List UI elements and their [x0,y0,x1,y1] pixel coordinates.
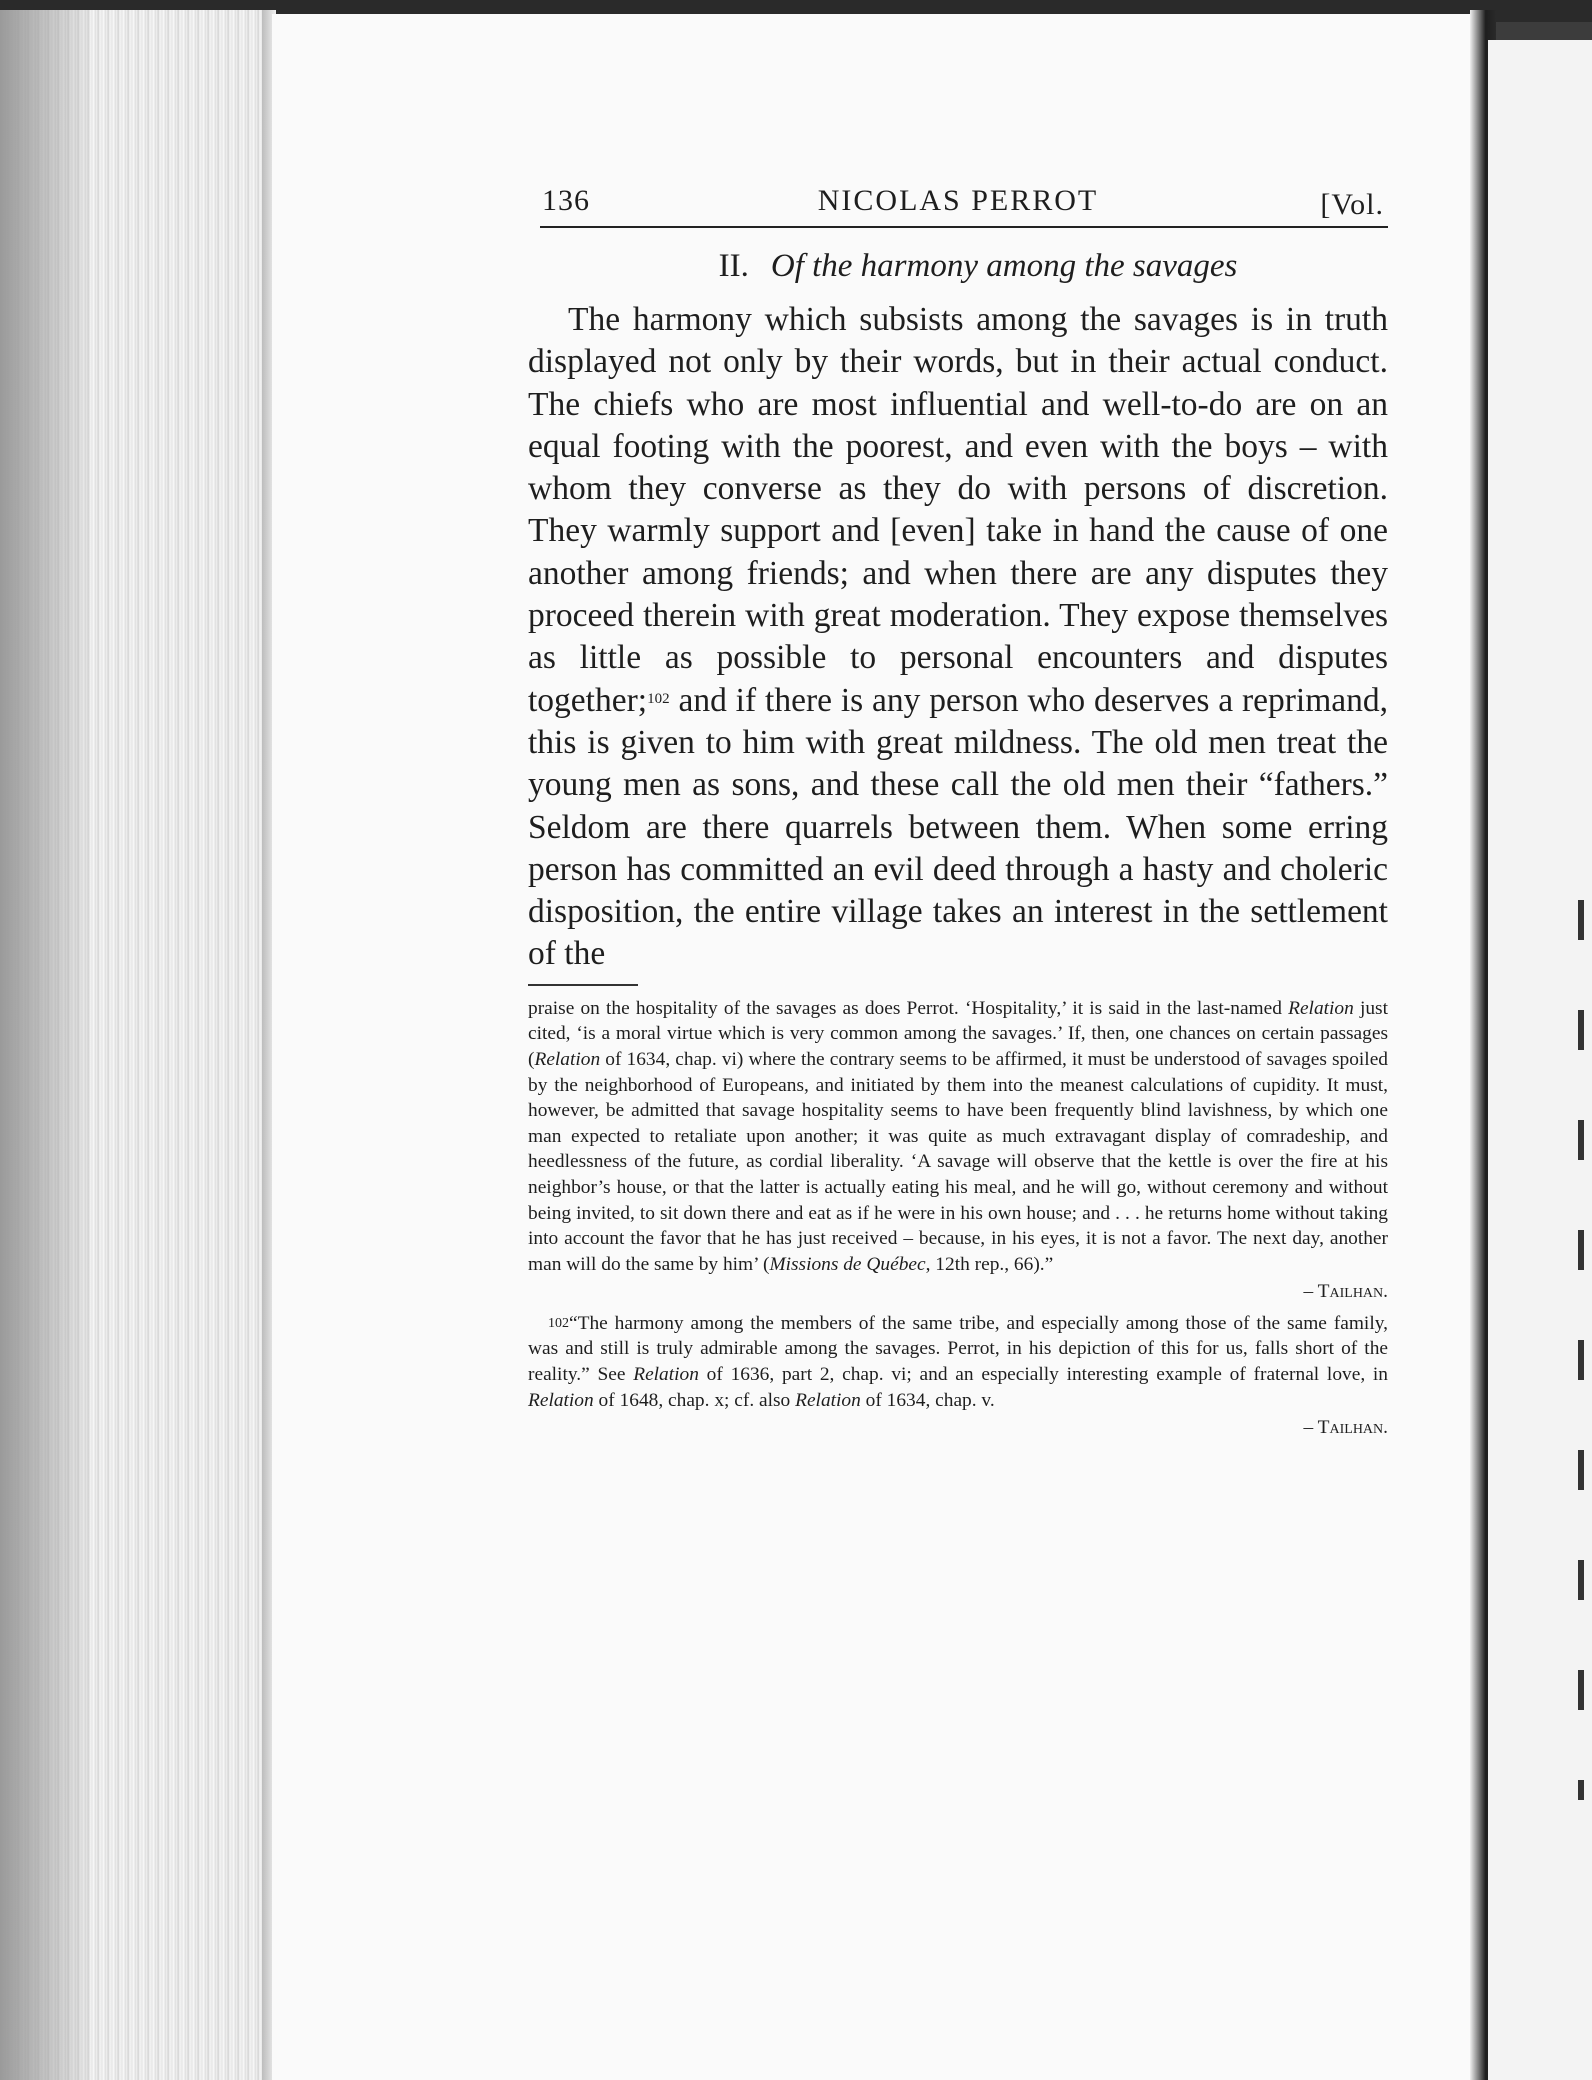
note-text: of 1636, part 2, chap. vi; and an especially interesting example of fraternal love, in [698,1364,1388,1386]
note-text: praise on the hospitality of the savages as does Perrot. ‘Hospitality,’ it is said in the last-named [528,997,1289,1019]
footnote-rule [528,984,638,986]
section-number: II. [718,248,749,284]
volume-label: [Vol. [1320,188,1384,221]
section-heading [568,248,1388,285]
footnote-signature: – Tailhan. [1303,1281,1388,1303]
page-content [528,180,1388,1447]
note-italic: Relation [528,1389,594,1411]
note-italic: Missions de Québec [769,1253,926,1275]
footnote-continued [528,996,1388,1278]
body-text-part1: The harmony which subsists among the savages is in truth displayed not only by their words, but in their actual conduct. The chiefs who are most influential and well-to-do are on an equal footing with the poorest, and even with the boys – with whom they converse as they do with persons of discretion. They warmly support and [even] take in hand the cause of one another among friends; and when there are any disputes they proceed therein with great moderation. They expose themselves as little as possible to personal encounters and disputes together; [528,301,1388,719]
running-title: NICOLAS PERROT [817,184,1099,217]
header-rule [540,226,1388,228]
running-head [528,180,1388,226]
footnotes [528,996,1388,1441]
footnote-number: 102 [548,1315,569,1331]
facing-page-edge [1488,40,1592,2080]
body-paragraph [528,299,1388,976]
fore-edge-shadow [0,10,90,2080]
section-title: Of the harmony among the savages [770,248,1238,284]
note-italic: Relation [534,1048,601,1070]
note-text: , 12th rep., 66).” [925,1253,1054,1275]
body-text-part2: and if there is any person who deserves a reprimand, this is given to him with great mildness. The old men treat the young men as sons, and these call the old men their “fathers.” Seldom are there quarrels between them. When some erring person has committed an evil deed through a hasty and choleric disposition, the entire village takes an interest in the settlement of the [528,681,1388,973]
note-italic: Relation [795,1389,861,1411]
note-text: just cited, ‘is a moral virtue which is very common among the savages.’ If, then, one chances on certain passages ( [528,997,1388,1070]
note-italic: Relation [1288,997,1354,1019]
page-number: 136 [542,184,590,217]
note-text: “The harmony among the members of the same tribe, and especially among those of the same family, was and still is truly admirable among the savages. Perrot, in his depiction of this for us, falls short of the reality.” See [528,1312,1388,1386]
note-text: of 1634, chap. v. [860,1389,995,1411]
footnote-102 [528,1311,1388,1413]
footnote-ref-102: 102 [647,690,670,707]
facing-page-text-marks [1578,900,1584,1800]
footnote-signature: – Tailhan. [1303,1417,1388,1439]
note-text: of 1634, chap. vi) where the contrary seems to be affirmed, it must be understood of savages spoiled by the neighborhood of Europeans, and initiated by them into the meanest calculations of cupidity. It must, however, be admitted that savage hospitality seems to have been frequently blind lavishness, by which one man expected to retaliate upon another; it was quite as much extravagant display of comradeship, and heedlessness of the future, as cordial liberality. ‘A savage will observe that the kettle is over the fire at his neighbor’s house, or that the latter is actually eating his meal, and he will go, without ceremony and without being invited, to sit down there and eat as if he were in his own house; and . . . he returns home without taking into account the favor that he has just received – because, in his eyes, it is not a favor. The next day, another man will do the same by him’ ( [528,1048,1388,1275]
note-text: of 1648, chap. x; cf. also [593,1389,796,1411]
note-italic: Relation [633,1364,699,1386]
